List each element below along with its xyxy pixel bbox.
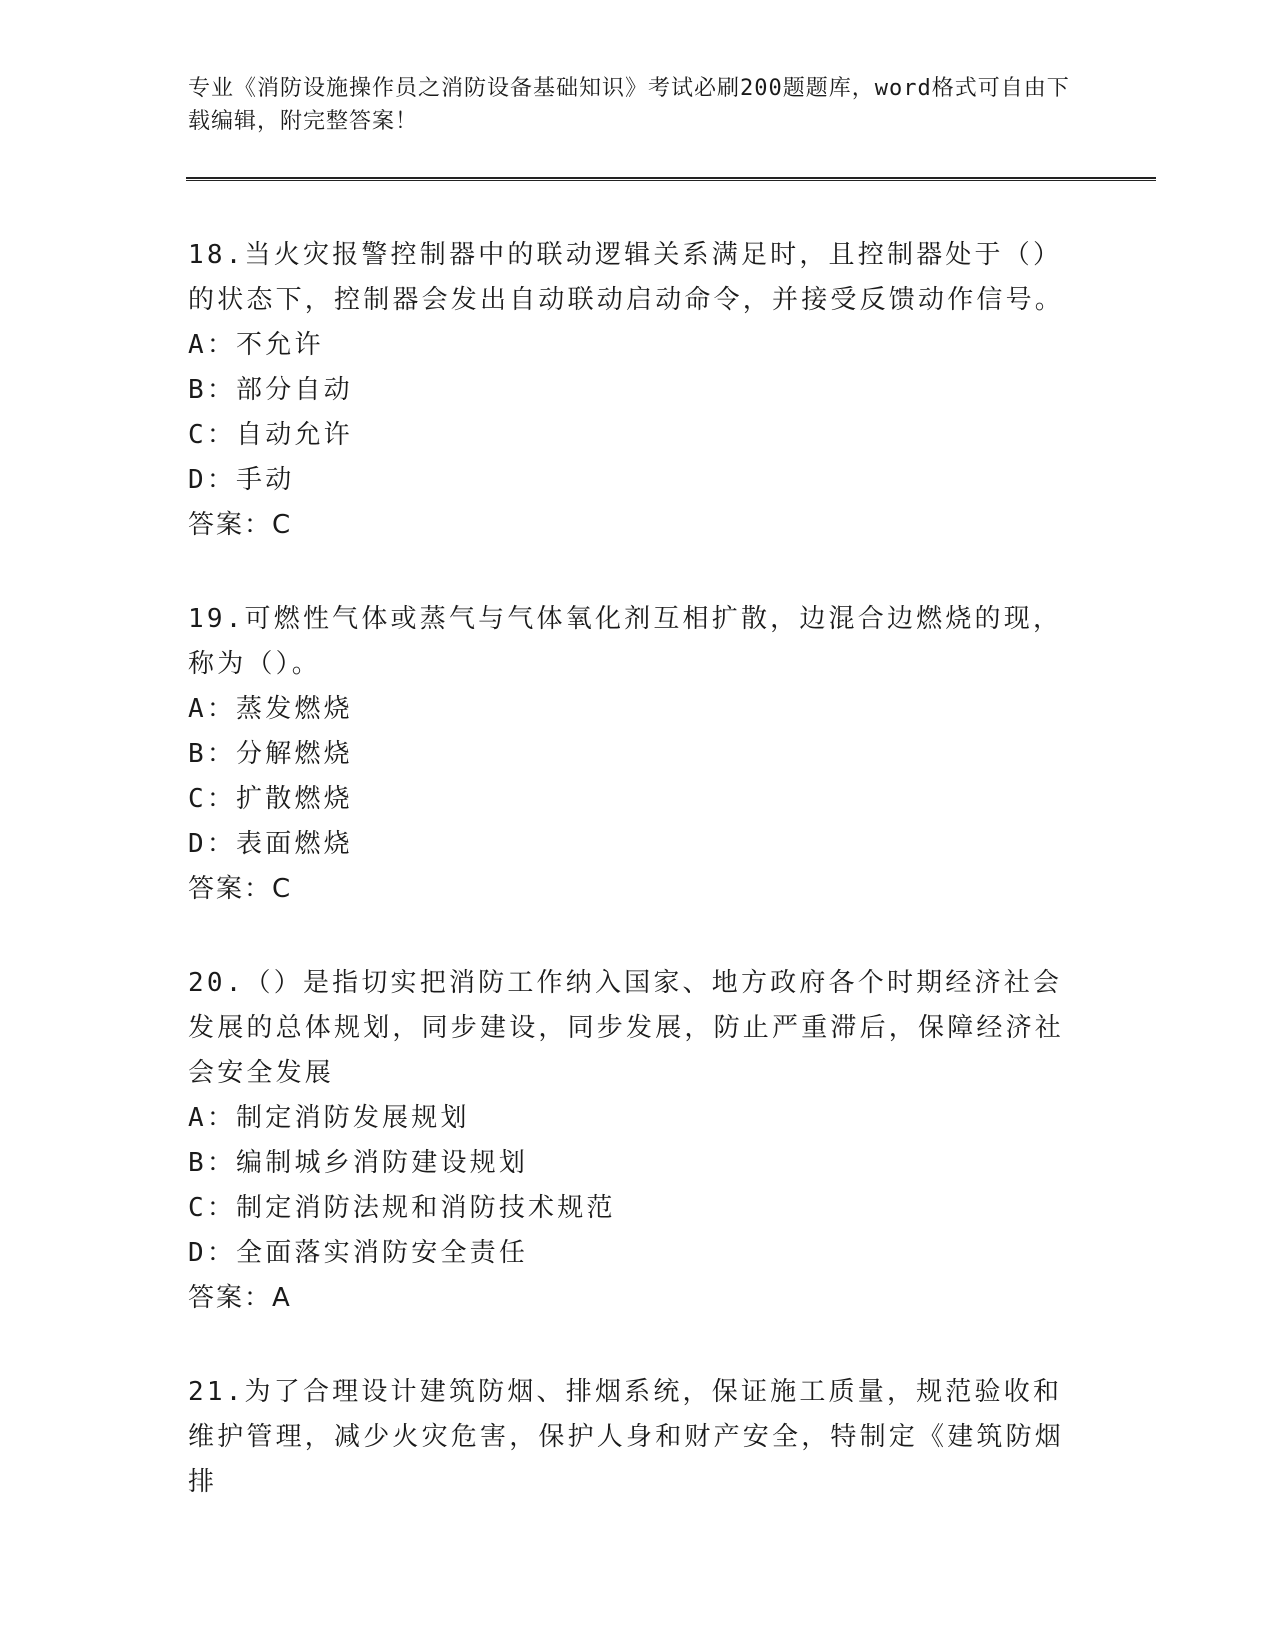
option-a: A：蒸发燃烧	[188, 694, 353, 724]
option-d: D：手动	[188, 465, 295, 495]
document-header: 专业《消防设施操作员之消防设备基础知识》考试必刷200题题库，word格式可自由下载编辑，附完整答案！	[188, 76, 1070, 134]
option-c: C：制定消防法规和消防技术规范	[188, 1193, 616, 1223]
question-21	[188, 1370, 1088, 1505]
question-stem: 19.可燃性气体或蒸气与气体氧化剂互相扩散，边混合边燃烧的现，称为（）。	[188, 604, 1063, 679]
option-a: A：制定消防发展规划	[188, 1103, 470, 1133]
question-20	[188, 961, 1088, 1321]
option-d: D：全面落实消防安全责任	[188, 1238, 529, 1268]
answer: 答案：A	[188, 1283, 292, 1313]
option-b: B：部分自动	[188, 375, 353, 405]
question-19	[188, 597, 1088, 912]
question-stem: 18.当火灾报警控制器中的联动逻辑关系满足时，且控制器处于（）的状态下，控制器会发出自动联动启动命令，并接受反馈动作信号。	[188, 240, 1065, 315]
option-a: A：不允许	[188, 330, 324, 360]
option-c: C：扩散燃烧	[188, 784, 353, 814]
option-b: B：编制城乡消防建设规划	[188, 1148, 529, 1178]
option-b: B：分解燃烧	[188, 739, 353, 769]
header-divider	[186, 177, 1156, 181]
answer: 答案：C	[188, 510, 293, 540]
answer: 答案：C	[188, 874, 293, 904]
question-18	[188, 233, 1088, 548]
question-stem: 20.（）是指切实把消防工作纳入国家、地方政府各个时期经济社会发展的总体规划，同步建设，同步发展，防止严重滞后，保障经济社会安全发展	[188, 968, 1065, 1088]
option-c: C：自动允许	[188, 420, 353, 450]
option-d: D：表面燃烧	[188, 829, 353, 859]
question-stem: 21.为了合理设计建筑防烟、排烟系统，保证施工质量，规范验收和维护管理，减少火灾危害，保护人身和财产安全，特制定《建筑防烟排	[188, 1377, 1065, 1497]
